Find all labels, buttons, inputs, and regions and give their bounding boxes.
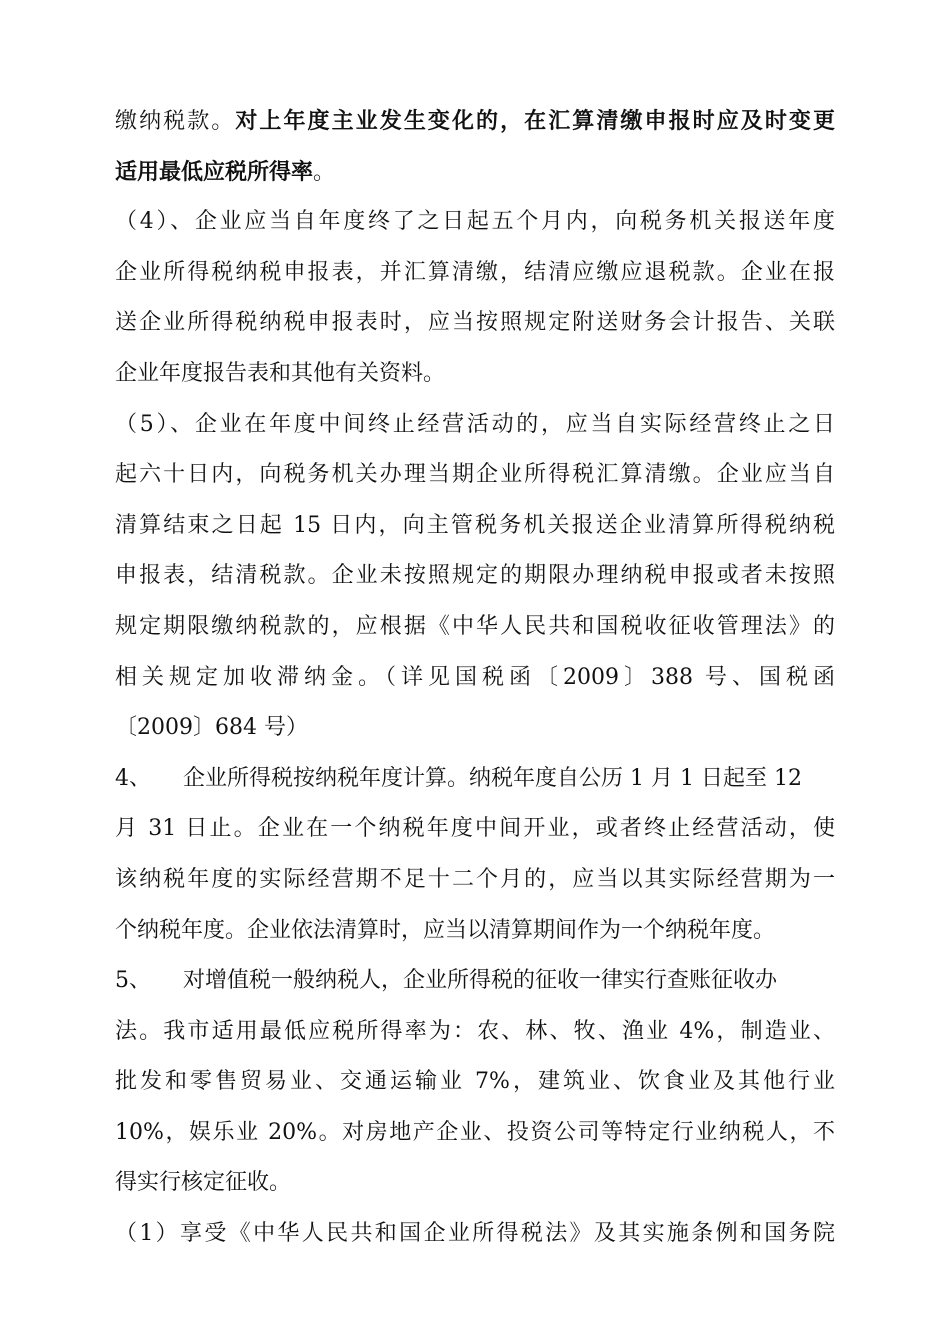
paragraph-line: 清算结束之日起 15 日内，向主管税务机关报送企业清算所得税纳税	[115, 512, 835, 538]
paragraph-line: 送企业所得税纳税申报表时，应当按照规定附送财务会计报告、关联	[115, 310, 835, 336]
paragraph-line: 申报表，结清税款。企业未按照规定的期限办理纳税申报或者未按照	[115, 563, 835, 589]
paragraph-line	[115, 956, 835, 1007]
paragraph-line	[115, 754, 835, 805]
intro-line-1	[115, 96, 835, 147]
paragraph-line: 月 31 日止。企业在一个纳税年度中间开业，或者终止经营活动，使	[115, 816, 835, 842]
point-number: 4、	[115, 765, 151, 791]
paragraph-line: 规定期限缴纳税款的，应根据《中华人民共和国税收征收管理法》的	[115, 613, 835, 639]
intro-bold-text: 对上年度主业发生变化的，在汇算清缴申报时应及时变更	[235, 108, 835, 134]
sub-item-1-line: （1）享受《中华人民共和国企业所得税法》及其实施条例和国务院	[115, 1221, 835, 1247]
document-page	[115, 96, 835, 1260]
paragraph-line: 个纳税年度。企业依法清算时，应当以清算期间作为一个纳税年度。	[115, 917, 776, 943]
paragraph-line: 〔2009〕684 号）	[115, 715, 308, 741]
point-5-paragraph	[115, 956, 835, 1209]
item-5-paragraph	[115, 400, 835, 754]
paragraph-line: 得实行核定征收。	[115, 1170, 292, 1196]
item-4-paragraph	[115, 197, 835, 399]
point-number: 5、	[115, 968, 151, 994]
paragraph-line: 起六十日内，向税务机关办理当期企业所得税汇算清缴。企业应当自	[115, 462, 835, 488]
paragraph-line: 法。我市适用最低应税所得率为：农、林、牧、渔业 4%，制造业、	[115, 1018, 835, 1044]
point-first-line-text: 企业所得税按纳税年度计算。纳税年度自公历 1 月 1 日起至 12	[183, 765, 802, 791]
paragraph-line: 批发和零售贸易业、交通运输业 7%，建筑业、饮食业及其他行业	[115, 1069, 835, 1095]
paragraph-line: 企业年度报告表和其他有关资料。	[115, 360, 446, 386]
paragraph-line: 该纳税年度的实际经营期不足十二个月的，应当以其实际经营期为一	[115, 866, 835, 892]
paragraph-line: （4）、企业应当自年度终了之日起五个月内，向税务机关报送年度	[115, 209, 835, 235]
point-4-paragraph	[115, 754, 835, 956]
paragraph-line: （5）、企业在年度中间终止经营活动的，应当自实际经营终止之日	[115, 411, 835, 437]
intro-end-text: 。	[313, 159, 336, 185]
intro-normal-text: 缴纳税款。	[115, 109, 236, 134]
paragraph-line: 企业所得税纳税申报表，并汇算清缴，结清应缴应退税款。企业在报	[115, 259, 835, 285]
paragraph-line: 10%，娱乐业 20%。对房地产企业、投资公司等特定行业纳税人，不	[115, 1119, 835, 1145]
intro-bold-text-2: 适用最低应税所得率	[115, 158, 314, 185]
point-first-line-text: 对增值税一般纳税人，企业所得税的征收一律实行查账征收办	[183, 968, 778, 994]
intro-line-2	[115, 147, 835, 198]
paragraph-line: 相关规定加收滞纳金。（详见国税函〔2009〕388 号、国税函	[115, 664, 835, 690]
